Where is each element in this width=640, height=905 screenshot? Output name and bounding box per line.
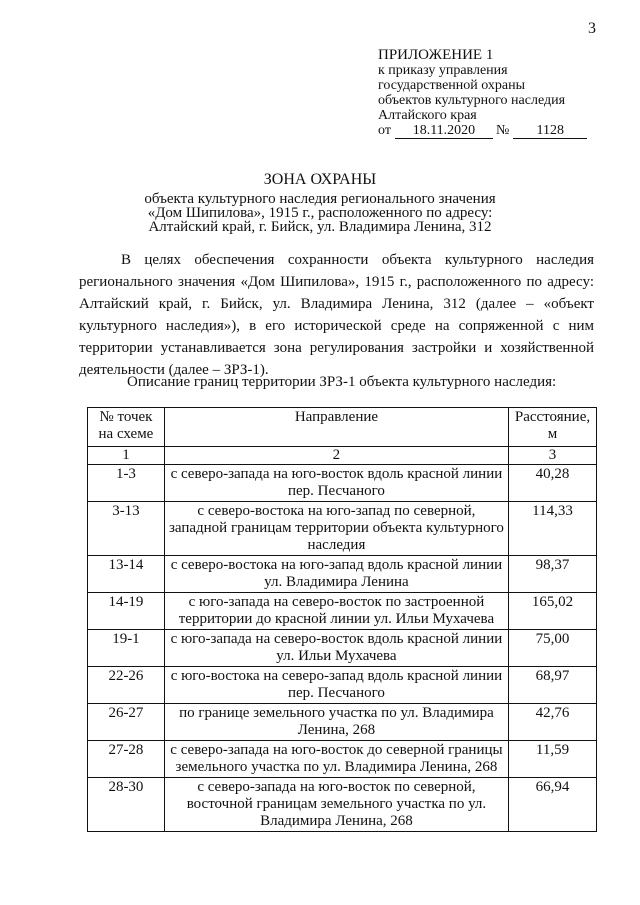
cell-distance: 42,76 xyxy=(508,704,596,741)
cell-points: 27-28 xyxy=(88,741,165,778)
cell-points: 22-26 xyxy=(88,667,165,704)
cell-points: 3-13 xyxy=(88,502,165,556)
table-row xyxy=(88,556,597,593)
cell-points: 1-3 xyxy=(88,465,165,502)
cell-direction: с юго-запада на северо-восток вдоль красной линии ул. Ильи Мухачева xyxy=(164,630,508,667)
column-number-row xyxy=(88,447,597,465)
order-date: 18.11.2020 xyxy=(395,124,493,139)
title-line: объекта культурного наследия регионального значения xyxy=(144,191,496,207)
document-title xyxy=(0,173,640,234)
table-row xyxy=(88,704,597,741)
cell-direction: с юго-востока на северо-запад вдоль красной линии пер. Песчаного xyxy=(164,667,508,704)
cell-distance: 75,00 xyxy=(508,630,596,667)
table-row xyxy=(88,502,597,556)
cell-direction: с северо-запада на юго-восток по северной, восточной границам земельного участка по ул. Владимира Ленина, 268 xyxy=(164,778,508,832)
cell-distance: 66,94 xyxy=(508,778,596,832)
appendix-dateline xyxy=(378,123,587,139)
cell-distance: 165,02 xyxy=(508,593,596,630)
page-number: 3 xyxy=(588,20,596,37)
cell-distance: 98,37 xyxy=(508,556,596,593)
cell-points: 13-14 xyxy=(88,556,165,593)
cell-direction: с северо-запада на юго-восток вдоль красной линии пер. Песчаного xyxy=(164,465,508,502)
table-row xyxy=(88,465,597,502)
table-caption: Описание границ территории ЗРЗ-1 объекта культурного наследия: xyxy=(127,374,557,390)
boundary-table xyxy=(87,407,597,832)
table-header-row xyxy=(88,408,597,447)
column-number: 3 xyxy=(508,447,596,465)
cell-points: 14-19 xyxy=(88,593,165,630)
cell-points: 28-30 xyxy=(88,778,165,832)
table-row xyxy=(88,630,597,667)
cell-direction: с северо-запада на юго-восток до северной границы земельного участка по ул. Владимира Ленина, 268 xyxy=(164,741,508,778)
cell-direction: по границе земельного участка по ул. Владимира Ленина, 268 xyxy=(164,704,508,741)
column-number: 1 xyxy=(88,447,165,465)
column-number: 2 xyxy=(164,447,508,465)
intro-text: В целях обеспечения сохранности объекта культурного наследия регионального значения «Дом Шипилова», 1915 г., расположенного по адресу: Алтайский край, г. Бийск, ул. Владимира Ленина, 312 (далее – «объект культурного наследия»), в его исторической среде на сопряженной с ним территории устанавливается зона регулирования застройки и хозяйственной деятельности (далее – ЗРЗ-1). xyxy=(79,252,594,378)
appendix-line: к приказу управления xyxy=(378,63,508,78)
table-row xyxy=(88,778,597,832)
header-direction: Направление xyxy=(164,408,508,447)
cell-direction: с юго-запада на северо-восток по застроенной территории до красной линии ул. Ильи Мухачева xyxy=(164,593,508,630)
intro-paragraph xyxy=(79,249,594,381)
appendix-line: государственной охраны xyxy=(378,78,526,93)
appendix-line: объектов культурного наследия xyxy=(378,93,566,108)
appendix-block xyxy=(378,48,587,139)
cell-points: 26-27 xyxy=(88,704,165,741)
order-number: 1128 xyxy=(513,124,587,139)
header-points: № точек на схеме xyxy=(88,408,165,447)
cell-distance: 114,33 xyxy=(508,502,596,556)
cell-direction: с северо-востока на юго-запад вдоль красной линии ул. Владимира Ленина xyxy=(164,556,508,593)
table-row xyxy=(88,667,597,704)
date-prefix: от xyxy=(378,123,391,138)
cell-distance: 68,97 xyxy=(508,667,596,704)
cell-distance: 11,59 xyxy=(508,741,596,778)
header-distance: Расстояние, м xyxy=(508,408,596,447)
title-line: Алтайский край, г. Бийск, ул. Владимира Ленина, 312 xyxy=(148,219,492,235)
appendix-line: Алтайского края xyxy=(378,108,477,123)
number-prefix: № xyxy=(495,123,510,138)
cell-points: 19-1 xyxy=(88,630,165,667)
cell-distance: 40,28 xyxy=(508,465,596,502)
appendix-title: ПРИЛОЖЕНИЕ 1 xyxy=(378,47,494,63)
cell-direction: с северо-востока на юго-запад по северной, западной границам территории объекта культурного наследия xyxy=(164,502,508,556)
title-heading: ЗОНА ОХРАНЫ xyxy=(263,171,377,188)
table-row xyxy=(88,593,597,630)
title-line: «Дом Шипилова», 1915 г., расположенного по адресу: xyxy=(147,205,493,221)
table-row xyxy=(88,741,597,778)
